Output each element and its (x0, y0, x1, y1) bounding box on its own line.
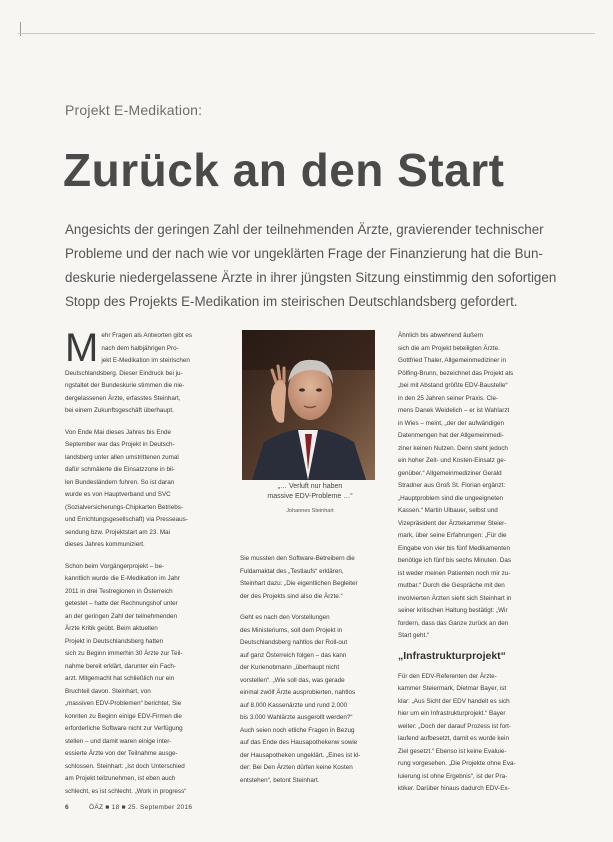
body-line: Steinhart dazu: „Die eigentlichen Begleiter (240, 580, 358, 587)
body-line: Kassen.“ Martin Ulbauer, selbst und (398, 507, 498, 514)
text-column-3 (398, 330, 564, 796)
body-line: laufend aufbesetzt, damit es wurde kein (398, 735, 509, 742)
body-line: der Hausapotheken ungeklärt. „Eines ist kl- (240, 751, 361, 759)
caption-line: „… Verluft nur haben (277, 483, 343, 490)
body-line: Bruchteil davon. Steinhart, von (65, 687, 151, 695)
photo-credit: Johannes Steinhart (286, 508, 334, 514)
body-line: ziner keinen Nutzen. Denn steht jedoch (398, 444, 508, 452)
caption-line: massive EDV-Probleme …“ (267, 493, 353, 500)
body-line: hier um ein Infrastrukturprojekt.“ Bayer (398, 710, 506, 717)
body-line: Ähnlich bis abwehrend äußern (398, 332, 484, 339)
body-line: in Wies – meint, „der der aufwändigen (398, 419, 505, 427)
body-line: der Kurienobmann „überhaupt nicht (240, 664, 340, 671)
body-line: September war das Projekt in Deutsch- (65, 441, 175, 448)
body-line: nach dem halbjährigen Pro- (101, 344, 179, 352)
drop-cap: M (65, 330, 99, 370)
lead-line: Stopp des Projekts E-Medikation im steirischen Deutschlandsberg gefordert. (65, 294, 518, 309)
body-line: nahme bereit erklärt, darunter ein Fach- (65, 662, 176, 670)
body-line: Vizepräsident der Ärztekammer Steier- (398, 519, 507, 527)
body-line: sendung bzw. Projektstart am 23. Mai (65, 528, 170, 536)
opening-paragraph (65, 330, 225, 418)
section-subheading: „Infrastrukturprojekt“ (398, 649, 506, 662)
body-line: Schon beim Vorgängerprojekt – be- (65, 562, 165, 570)
body-line: kammer Steiermark, Dietmar Bayer, ist (398, 685, 507, 692)
body-line: an der geringen Zahl der teilnehmenden (65, 612, 178, 620)
body-line: Ärzte Kritik geübt. Beim aktuellen (65, 625, 158, 632)
body-line: des Ministeriums, soll dem Projekt in (240, 626, 343, 634)
body-line: Auch seien noch etliche Fragen in Bezug (240, 726, 355, 734)
body-line: auf das Ende des Hausapothekenw sowie (240, 739, 358, 746)
body-line: konnten zu Beginn einige EDV-Firmen die (65, 712, 182, 720)
page-footer (65, 804, 192, 811)
body-line: schlecht, es ist schlecht. „Work in progress“ (65, 787, 187, 795)
body-line: (Sozialversicherungs-Chipkarten Betriebs- (65, 503, 183, 511)
body-line: sich die am Projekt beteiligten Ärzte. (398, 344, 500, 352)
body-line: wurde es von Hauptverband und SVC (65, 491, 171, 498)
lead-line: Probleme und der nach wie vor ungeklärten Frage der Finanzierung hat die Bun- (65, 246, 543, 261)
body-line: ehr Fragen als Antworten gibt es (101, 332, 192, 339)
body-line: der: Bei Den Ärzten dürfen keine Kosten (240, 764, 353, 771)
page-number: 6 (65, 804, 69, 811)
body-line: mens Danek Weidelich – er ist Wahlarzt (398, 407, 510, 414)
body-line: landsberg unter allen umstrittenen zumal (65, 453, 179, 461)
body-line: vorstellen“. „Wie soll das, was gerade (240, 676, 345, 684)
body-line: mark, über seine Erfahrungen: „Für die (398, 532, 507, 539)
body-line: benötige ich fünf bis sechs Minuten. Das (398, 557, 512, 564)
body-line: Start geht.“ (398, 632, 430, 639)
body-line: rung vorgesehen. „Die Projekte ohne Eva- (398, 760, 516, 767)
body-line: mutbar.“ Durch die Gespräche mit den (398, 582, 505, 589)
lead-line: Angesichts der geringen Zahl der teilnehmenden Ärzte, gravierender technischer (65, 222, 544, 237)
body-line: getestet – hatte der Rechnungshof unter (65, 600, 178, 607)
body-line: Gottfried Thaler, Allgemeinmediziner in (398, 357, 507, 364)
body-line: arzt. Mitgemacht hat schließlich nur ein (65, 675, 175, 682)
issue-info: ÖÄZ ■ 18 ■ 25. September 2016 (89, 804, 193, 811)
body-line: einmal zwölf Ärzte ausprobierten, nahtlos (240, 689, 356, 696)
body-line: dergelassenen Ärzte, erfasstes Steinhart, (65, 394, 181, 402)
body-line: ein hoher Zeit- und Kosten-Einsatz ge- (398, 457, 506, 464)
body-line: Von Ende Mai dieses Jahres bis Ende (65, 428, 172, 436)
article-kicker: Projekt E-Medikation: (65, 102, 203, 118)
body-line: Deutschlandsberg. Dieser Eindruck bei ju- (65, 369, 183, 377)
body-line: seiner kritischen Haltung bestätigt: „Wir (398, 607, 508, 614)
body-line: Ziel gesetzt.“ Ebenso ist keine Evaluie- (398, 747, 507, 755)
body-line: erforderliche Software nicht zur Verfügung (65, 725, 183, 732)
photo-caption-quote (246, 482, 374, 502)
body-line: „bei mit Abstand größte EDV-Baustelle“ (398, 382, 508, 389)
body-line: Geht es nach den Vorstellungen (240, 614, 330, 621)
body-line: Projekt in Deutschlandsberg hatten (65, 637, 164, 645)
body-line: ngstaltet der Bundeskurie stimmen die nie- (65, 382, 185, 389)
article-lead (65, 218, 565, 314)
body-line: „massiven EDV-Problemen“ berichtet, Sie (65, 700, 182, 707)
body-line: dafür schmälerte die Einsatzzone in bil- (65, 466, 175, 473)
portrait-photo (242, 330, 375, 480)
body-line: auf 8.000 Kassenärzte und rund 2.000 (240, 701, 348, 709)
lead-line: deskurie niedergelassene Ärzte in ihrer jüngsten Sitzung einstimmig den sofortigen (65, 270, 557, 285)
body-line: 2011 in drei Testregionen in Österreich (65, 587, 173, 595)
body-line: Pölfing-Brunn, bezeichnet das Projekt als (398, 369, 514, 377)
body-line: Eingabe von vier bis fünf Medikamenten (398, 544, 511, 552)
body-line: in den 25 Jahren seiner Praxis. Cle- (398, 394, 499, 402)
body-line: Datenmengen hat der Allgemeinmedi- (398, 432, 504, 439)
body-line: luierung ist ohne Ergebnis“, ist der Pra- (398, 772, 508, 780)
text-column-2 (240, 553, 374, 787)
body-line: essierte Ärzte von der Teilnahme ausge- (65, 750, 178, 757)
body-line: „Hauptproblem sind die ungeeigneten (398, 494, 504, 502)
body-line: weiter: „Doch der darauf Prozess ist fort- (398, 722, 512, 730)
body-line: klar: „Aus Sicht der EDV handelt es sich (398, 697, 510, 705)
body-line: stellen – und damit waren einige inter- (65, 737, 172, 745)
body-line: Für den EDV-Referenten der Ärzte- (398, 672, 497, 680)
body-line: bei einem Zukunftsgeschäft überhaupt. (65, 407, 174, 414)
body-line: fordern, dass das Ganze zurück an den (398, 619, 509, 627)
body-line: Sie mussten den Software-Betreibern die (240, 555, 355, 562)
body-line: kanntlich wurde die E-Medikation im Jahr (65, 575, 180, 582)
body-line: Deutschlandsberg nahtlos der Roll-out (240, 639, 348, 646)
header-rule (18, 33, 595, 34)
body-line: auf ganz Österreich folgen – das kann (240, 651, 347, 659)
body-line: ist weder meinen Patienten noch mir zu- (398, 569, 511, 577)
body-line: entstehen“, betont Steinhart. (240, 776, 320, 784)
body-line: schlossen. Steinhart: „Ist doch Unterschied (65, 762, 185, 770)
portrait-illustration (242, 330, 375, 480)
body-line: ktiker. Darüber hinaus dadurch EDV-Ex- (398, 785, 510, 792)
body-line: involvierten Ärzten sieht sich Steinhart in (398, 594, 512, 602)
body-line: am Projekt teilzunehmen, ist eben auch (65, 775, 176, 782)
body-line: Stradner aus Groß St. Florian ergänzt: (398, 482, 506, 489)
body-line: und Errichtungsgesellschaft) via Presseaus- (65, 516, 188, 523)
text-column-1 (65, 330, 225, 798)
body-line: Fuldamaktat des „Testlaufs“ erklären, (240, 567, 344, 575)
body-line: len Bundesländern fuhren. So ist daran (65, 478, 175, 486)
body-line: der des Projekts sind also die Ärzte.“ (240, 592, 343, 600)
body-line: bis 3.000 Wahlärzte ausgerollt werden?“ (240, 714, 353, 721)
body-line: genüber.“ Allgemeinmediziner Gerald (398, 469, 502, 477)
body-line: jekt E-Medikation im steirischen (101, 357, 190, 364)
article-title: Zurück an den Start (63, 144, 505, 196)
body-line: sich zu Beginn immerhin 30 Ärzte zur Teil- (65, 650, 183, 657)
body-line: dieses Jahres kommuniziert. (65, 541, 145, 548)
